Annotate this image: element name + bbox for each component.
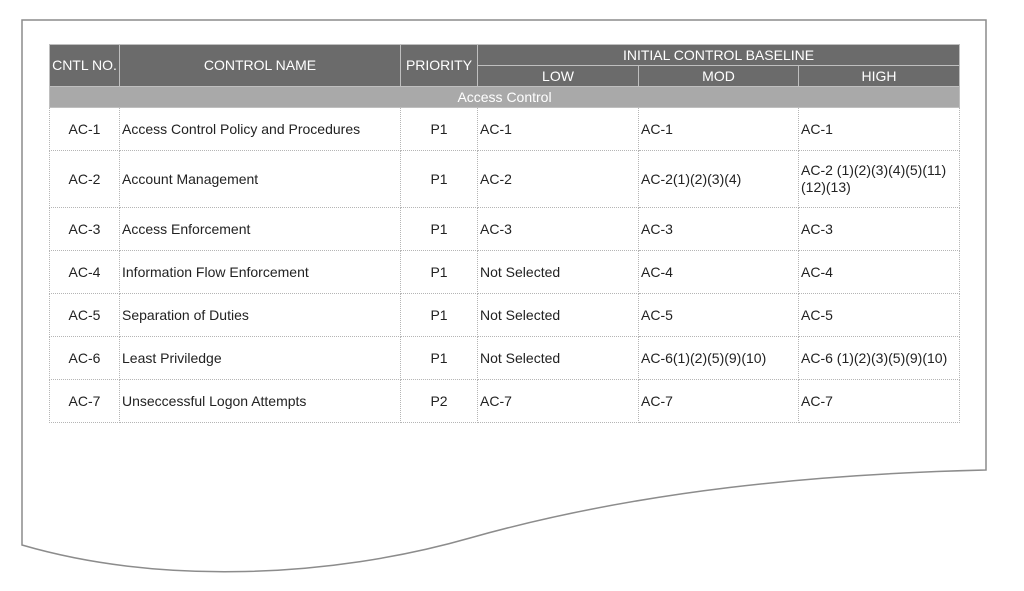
control-number-cell — [50, 108, 120, 151]
control-name-cell-text: Account Management — [122, 170, 259, 187]
header-high: HIGH — [799, 66, 960, 87]
header-control-name: CONTROL NAME — [120, 45, 401, 87]
baseline-high-cell-text: AC-5 — [801, 306, 833, 323]
baseline-low-cell — [478, 294, 639, 337]
baseline-mod-cell — [639, 380, 799, 423]
baseline-low-cell-text: AC-1 — [480, 120, 512, 137]
control-family-row: Access Control — [50, 87, 960, 108]
control-number-cell-text: AC-1 — [68, 120, 101, 137]
control-baseline-table — [49, 44, 960, 423]
control-number-cell-text: AC-7 — [68, 392, 101, 409]
control-name-cell — [120, 208, 401, 251]
baseline-mod-cell — [639, 108, 799, 151]
control-name-cell-text: Information Flow Enforcement — [122, 263, 309, 280]
header-low: LOW — [478, 66, 639, 87]
priority-cell — [401, 251, 478, 294]
baseline-high-cell — [799, 337, 960, 380]
baseline-low-cell — [478, 108, 639, 151]
priority-cell-text: P1 — [430, 120, 448, 137]
priority-cell — [401, 294, 478, 337]
baseline-mod-cell-text: AC-2(1)(2)(3)(4) — [641, 170, 742, 187]
control-number-cell — [50, 337, 120, 380]
baseline-low-cell-text: Not Selected — [480, 306, 561, 323]
control-number-cell-text: AC-3 — [68, 220, 101, 237]
header-mod: MOD — [639, 66, 799, 87]
table-row — [50, 251, 960, 294]
baseline-high-cell-text: AC-1 — [801, 120, 833, 137]
baseline-high-cell-text: AC-6 (1)(2)(3)(5)(9)(10) — [801, 349, 948, 366]
priority-cell-text: P1 — [430, 349, 448, 366]
control-name-cell — [120, 380, 401, 423]
control-name-cell — [120, 251, 401, 294]
control-name-cell — [120, 108, 401, 151]
baseline-low-cell-text: AC-3 — [480, 220, 512, 237]
priority-cell — [401, 108, 478, 151]
control-name-cell-text: Unseccessful Logon Attempts — [122, 392, 307, 409]
baseline-high-cell — [799, 108, 960, 151]
baseline-low-cell — [478, 151, 639, 208]
baseline-high-cell — [799, 380, 960, 423]
table-row — [50, 380, 960, 423]
baseline-mod-cell — [639, 251, 799, 294]
baseline-mod-cell-text: AC-7 — [641, 392, 673, 409]
baseline-high-cell — [799, 294, 960, 337]
table-row — [50, 337, 960, 380]
baseline-high-cell — [799, 151, 960, 208]
table-row — [50, 151, 960, 208]
priority-cell-text: P2 — [430, 392, 448, 409]
priority-cell — [401, 208, 478, 251]
control-name-cell-text: Separation of Duties — [122, 306, 249, 323]
table-row — [50, 108, 960, 151]
baseline-high-cell-text: AC-4 — [801, 263, 833, 280]
baseline-mod-cell-text: AC-6(1)(2)(5)(9)(10) — [641, 349, 767, 366]
baseline-high-cell-text: AC-7 — [801, 392, 833, 409]
baseline-low-cell-text: Not Selected — [480, 349, 561, 366]
baseline-high-cell-text: AC-3 — [801, 220, 833, 237]
baseline-low-cell-text: Not Selected — [480, 263, 561, 280]
control-name-cell — [120, 294, 401, 337]
priority-cell — [401, 380, 478, 423]
header-priority: PRIORITY — [401, 45, 478, 87]
baseline-low-cell — [478, 380, 639, 423]
table-row — [50, 208, 960, 251]
control-name-cell-text: Access Control Policy and Procedures — [122, 120, 361, 137]
control-number-cell-text: AC-4 — [68, 263, 101, 280]
control-number-cell-text: AC-2 — [68, 170, 101, 187]
baseline-high-cell — [799, 208, 960, 251]
baseline-low-cell — [478, 251, 639, 294]
baseline-mod-cell — [639, 337, 799, 380]
baseline-low-cell — [478, 208, 639, 251]
control-number-cell-text: AC-6 — [68, 349, 101, 366]
control-number-cell — [50, 294, 120, 337]
baseline-mod-cell — [639, 151, 799, 208]
baseline-mod-cell — [639, 208, 799, 251]
header-initial-control-baseline: INITIAL CONTROL BASELINE — [478, 45, 960, 66]
control-number-cell — [50, 208, 120, 251]
header-cntl-no: CNTL NO. — [50, 45, 120, 87]
priority-cell-text: P1 — [430, 170, 448, 187]
control-number-cell — [50, 251, 120, 294]
baseline-low-cell-text: AC-2 — [480, 170, 512, 187]
control-name-cell — [120, 151, 401, 208]
baseline-mod-cell — [639, 294, 799, 337]
baseline-mod-cell-text: AC-3 — [641, 220, 673, 237]
priority-cell-text: P1 — [430, 306, 448, 323]
control-name-cell-text: Least Priviledge — [122, 349, 222, 366]
baseline-mod-cell-text: AC-4 — [641, 263, 673, 280]
priority-cell-text: P1 — [430, 220, 448, 237]
control-name-cell — [120, 337, 401, 380]
priority-cell — [401, 151, 478, 208]
baseline-low-cell-text: AC-7 — [480, 392, 512, 409]
baseline-high-cell — [799, 251, 960, 294]
control-number-cell — [50, 151, 120, 208]
control-number-cell — [50, 380, 120, 423]
baseline-mod-cell-text: AC-1 — [641, 120, 673, 137]
control-name-cell-text: Access Enforcement — [122, 220, 251, 237]
baseline-high-cell-text: AC-2 (1)(2)(3)(4)(5)(11)(12)(13) — [801, 162, 947, 195]
priority-cell-text: P1 — [430, 263, 448, 280]
table-row — [50, 294, 960, 337]
priority-cell — [401, 337, 478, 380]
control-number-cell-text: AC-5 — [68, 306, 101, 323]
baseline-low-cell — [478, 337, 639, 380]
baseline-mod-cell-text: AC-5 — [641, 306, 673, 323]
